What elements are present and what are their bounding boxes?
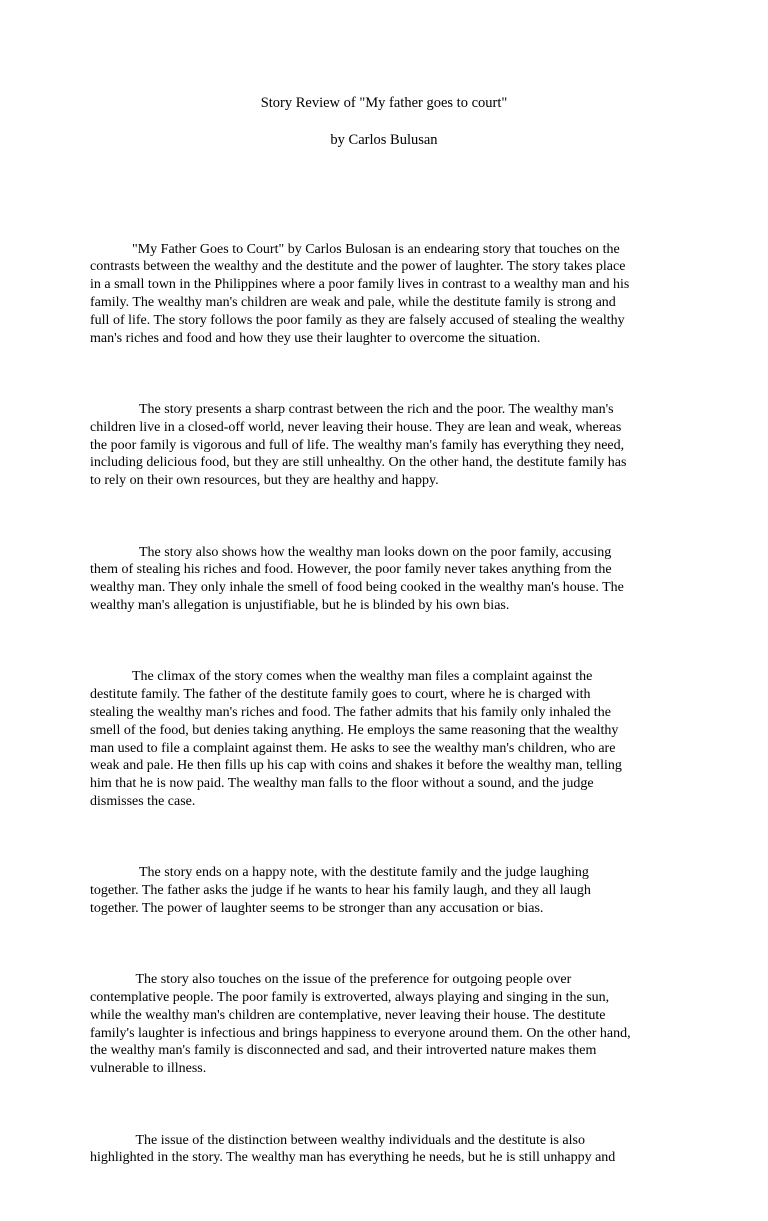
paragraph-5: The story ends on a happy note, with the destitute family and the judge laughing together. The father asks the judge if he wants to hear his family laugh, and they all laugh together. The power of laughter seems to be stronger than any accusation or bias. — [90, 865, 591, 916]
paragraph-7: The issue of the distinction between wealthy individuals and the destitute is also highlighted in the story. The wealthy man has everything he needs, but he is still unhappy and — [90, 1132, 616, 1166]
paragraph-4: The climax of the story comes when the wealthy man files a complaint against the destitute family. The father of the destitute family goes to court, where he is charged with stealing the wealthy man's riches and food. The father admits that his family only inhaled the smell of the food, but denies taking anything. He employs the same reasoning that the wealthy man used to file a complaint against them. He asks to see the wealthy man's children, who are weak and pale. He then fills up his cap with coins and shakes it before the wealthy man, telling him that he is now paid. The wealthy man falls to the floor without a sound, and the judge dismisses the case. — [90, 669, 622, 809]
paragraph-6: The story also touches on the issue of the preference for outgoing people over contemplative people. The poor family is extroverted, always playing and singing in the sun, while the wealthy man's children are contemplative, never leaving their house. The destitute family's laughter is infectious and brings happiness to everyone around them. On the other hand, the wealthy man's family is disconnected and sad, and their introverted nature makes them vulnerable to illness. — [90, 972, 631, 1077]
document-title: Story Review of "My father goes to court" — [260, 95, 508, 111]
document-byline: by Carlos Bulusan — [330, 132, 438, 148]
paragraph-3: The story also shows how the wealthy man looks down on the poor family, accusing them of stealing his riches and food. However, the poor family never takes anything from the wealthy man. They only inhale the smell of food being cooked in the wealthy man's house. The wealthy man's allegation is unjustifiable, but he is blinded by his own bias. — [90, 544, 624, 613]
paragraph-2: The story presents a sharp contrast between the rich and the poor. The wealthy man's children live in a closed-off world, never leaving their house. They are lean and weak, whereas the poor family is vigorous and full of life. The wealthy man's family has everything they need, including delicious food, but they are still unhealthy. On the other hand, the destitute family has to rely on their own resources, but they are healthy and happy. — [90, 401, 627, 489]
paragraph-1: "My Father Goes to Court" by Carlos Bulosan is an endearing story that touches on the contrasts between the wealthy and the destitute and the power of laughter. The story takes place in a small town in the Philippines where a poor family lives in contrast to a wealthy man and his family. The wealthy man's children are weak and pale, while the destitute family is strong and full of life. The story follows the poor family as they are falsely accused of stealing the wealthy man's riches and food and how they use their laughter to overcome the situation. — [90, 241, 630, 346]
document-body — [90, 205, 674, 1221]
